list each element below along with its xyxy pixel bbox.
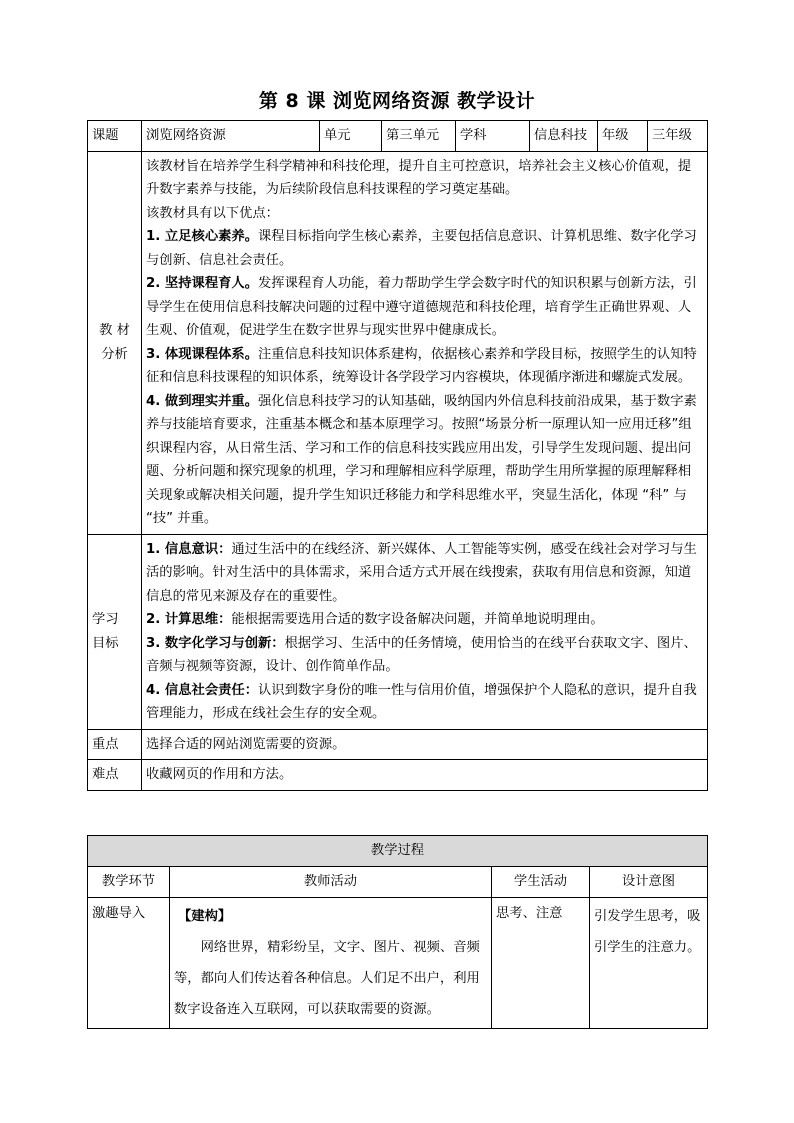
grade-label: 年级 bbox=[598, 121, 648, 152]
analysis-point bbox=[146, 272, 703, 343]
analysis-point-heading: 2. 坚持课程育人。 bbox=[146, 276, 259, 291]
unit-label: 单元 bbox=[320, 121, 382, 152]
objective-heading: 3. 数字化学习与创新： bbox=[146, 635, 285, 651]
info-row bbox=[88, 121, 708, 152]
objectives-label-line1: 学习 bbox=[92, 612, 119, 627]
difficulty-value: 收藏网页的作用和方法。 bbox=[142, 760, 708, 791]
unit-value: 第三单元 bbox=[382, 121, 456, 152]
analysis-point-heading: 3. 体现课程体系。 bbox=[146, 346, 259, 362]
objective-text: 能根据需要选用合适的数字设备解决问题，并简单地说明理由。 bbox=[231, 612, 604, 627]
analysis-intro: 该教材旨在培养学生科学精神和科技伦理，提升自主可控意识，培养社会主义核心价值观，提升数字素养与技能，为后续阶段信息科技课程的学习奠定基础。 bbox=[146, 158, 692, 197]
analysis-point bbox=[146, 225, 703, 272]
teacher-text: 网络世界，精彩纷呈，文字、图片、视频、音频等，都向人们传达着各种信息。人们足不出户，利用数字设备连入互联网，可以获取需要的资源。 bbox=[174, 939, 480, 1017]
analysis-point-text: 发挥课程育人功能，着力帮助学生学会数字时代的知识积累与创新方法，引导学生在使用信息科技解决问题的过程中遵守道德规范和科技伦理，培育学生正确世界观、人生观、价值观，促进学生在数字世界与现实世界中健康成长。 bbox=[146, 276, 697, 338]
analysis-point bbox=[146, 390, 703, 531]
objective-text: 认识到数字身份的唯一性与信用价值，增强保护个人隐私的意识，提升自我管理能力，形成在线社会生存的安全观。 bbox=[146, 682, 697, 721]
teaching-process-table bbox=[87, 835, 708, 1029]
topic-value: 浏览网络资源 bbox=[142, 121, 320, 152]
process-row bbox=[88, 897, 708, 1028]
objective-heading: 1. 信息意识： bbox=[146, 541, 232, 557]
analysis-content bbox=[142, 151, 708, 534]
key-point-label: 重点 bbox=[88, 729, 142, 760]
header-teacher: 教师活动 bbox=[170, 867, 492, 898]
lesson-info-table bbox=[87, 120, 708, 791]
difficulty-label: 难点 bbox=[88, 760, 142, 791]
process-teacher-activity bbox=[170, 897, 492, 1028]
process-design-intent: 引发学生思考，吸引学生的注意力。 bbox=[590, 897, 708, 1028]
header-student: 学生活动 bbox=[492, 867, 590, 898]
analysis-label bbox=[88, 151, 142, 534]
analysis-point bbox=[146, 343, 703, 390]
subject-value: 信息科技 bbox=[530, 121, 598, 152]
objectives-content bbox=[142, 534, 708, 729]
grade-value: 三年级 bbox=[648, 121, 708, 152]
objective-heading: 2. 计算思维： bbox=[146, 612, 232, 627]
document-title: 第 8 课 浏览网络资源 教学设计 bbox=[258, 90, 536, 112]
process-heading: 教学过程 bbox=[88, 836, 708, 867]
objectives-label-line2: 目标 bbox=[92, 635, 119, 651]
process-stage: 激趣导入 bbox=[88, 897, 170, 1028]
key-point-value: 选择合适的网站浏览需要的资源。 bbox=[142, 729, 708, 760]
analysis-row bbox=[88, 151, 708, 534]
process-student-activity: 思考、注意 bbox=[492, 897, 590, 1028]
process-header-row bbox=[88, 867, 708, 898]
objective-item bbox=[146, 608, 703, 632]
objective-item bbox=[146, 538, 703, 609]
analysis-label-line1: 教 材 bbox=[99, 323, 130, 338]
process-heading-row bbox=[88, 836, 708, 867]
key-point-row bbox=[88, 729, 708, 760]
objective-text: 根据学习、生活中的任务情境，使用恰当的在线平台获取文字、图片、音频与视频等资源，设计、创作简单作品。 bbox=[146, 635, 697, 674]
analysis-point-heading: 4. 做到理实并重。 bbox=[146, 393, 259, 409]
objectives-label bbox=[88, 534, 142, 729]
objectives-row bbox=[88, 534, 708, 729]
analysis-point-text: 注重信息科技知识体系建构，依据核心素养和学段目标，按照学生的认知特征和信息科技课程的知识体系，统筹设计各学段学习内容模块，体现循序渐进和螺旋式发展。 bbox=[146, 346, 697, 385]
analysis-point-text: 强化信息科技学习的认知基础，吸纳国内外信息科技前沿成果，基于数字素养与技能培育要求，注重基本概念和基本原理学习。按照“场景分析一原理认知一应用迁移”组织课程内容，从日常生活、学习和工作的信息科技实践应用出发，引导学生发现问题、提出问题、分析问题和探究现象的机理，学习和理解相应科学原理，帮助学生用所掌握的原理解释相关现象或解决相关问题，提升学生知识迁移能力和学科思维水平，突显生活化，体现 “科” 与 “技” 并重。 bbox=[146, 393, 697, 526]
objective-item bbox=[146, 679, 703, 726]
topic-label: 课题 bbox=[88, 121, 142, 152]
analysis-label-line2: 分析 bbox=[101, 346, 128, 362]
analysis-advantages-lead: 该教材具有以下优点： bbox=[146, 205, 279, 221]
analysis-point-text: 课程目标指向学生核心素养，主要包括信息意识、计算机思维、数字化学习与创新、信息社会责任。 bbox=[146, 229, 697, 268]
objective-text: 通过生活中的在线经济、新兴媒体、人工智能等实例，感受在线社会对学习与生活的影响。针对生活中的具体需求，采用合适方式开展在线搜索，获取有用信息和资源，知道信息的常见来源及存在的重要性。 bbox=[146, 541, 697, 604]
objective-heading: 4. 信息社会责任： bbox=[146, 682, 259, 698]
subject-label: 学科 bbox=[456, 121, 530, 152]
objective-item bbox=[146, 632, 703, 679]
difficulty-row bbox=[88, 760, 708, 791]
header-stage: 教学环节 bbox=[88, 867, 170, 898]
header-intent: 设计意图 bbox=[590, 867, 708, 898]
teacher-tag: 【建构】 bbox=[178, 908, 232, 924]
analysis-point-heading: 1. 立足核心素养。 bbox=[146, 229, 259, 244]
